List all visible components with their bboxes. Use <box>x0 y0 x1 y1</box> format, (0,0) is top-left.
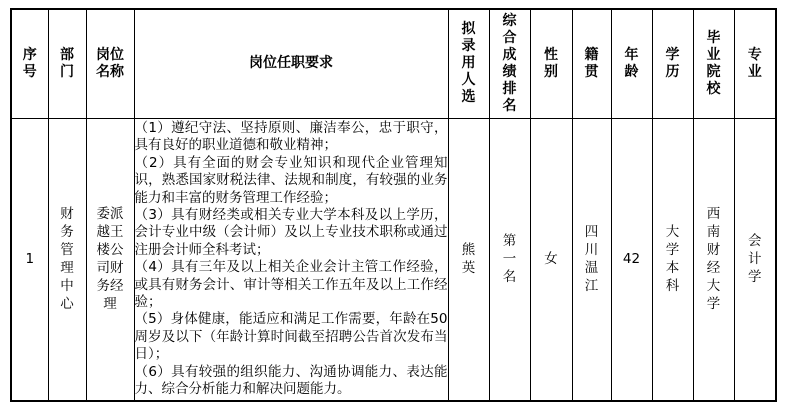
table-row <box>11 118 776 401</box>
table-header <box>11 9 776 118</box>
header-requirements <box>134 9 448 118</box>
recruitment-result-sheet <box>10 8 777 402</box>
cell-major <box>734 118 776 401</box>
requirement-item-4: （4）具有三年及以上相关企业会计主管工作经验，或具有财务会计、审计等相关工作五年及以上工作经验； <box>134 259 448 311</box>
header-seq-label: 序号 <box>22 46 37 80</box>
requirement-item-6: （6）具有较强的组织能力、沟通协调能力、表达能力、综合分析能力和解决问题能力。 <box>134 363 448 398</box>
header-department <box>48 9 86 118</box>
cell-age: 42 <box>611 118 652 401</box>
cell-native-place-text: 四川温江 <box>584 224 599 295</box>
header-position <box>86 9 134 118</box>
header-education <box>652 9 693 118</box>
header-candidate-label: 拟录用人选 <box>461 21 476 106</box>
cell-seq: 1 <box>11 118 48 401</box>
cell-rank <box>489 118 530 401</box>
cell-gender-text: 女 <box>544 251 558 268</box>
cell-requirements <box>134 118 448 401</box>
cell-major-text: 会计学 <box>748 233 762 286</box>
cell-education <box>652 118 693 401</box>
cell-school-text: 西南财经大学 <box>706 206 721 313</box>
header-native-place <box>572 9 611 118</box>
cell-position <box>86 118 134 401</box>
cell-gender <box>530 118 572 401</box>
header-major <box>734 9 776 118</box>
header-gender-label: 性别 <box>543 46 558 80</box>
header-age-label: 年龄 <box>624 46 639 80</box>
cell-candidate-text: 熊英 <box>461 242 476 277</box>
table-body <box>11 118 776 401</box>
header-school-label: 毕业院校 <box>706 29 721 97</box>
cell-native-place <box>572 118 611 401</box>
header-gender <box>530 9 572 118</box>
requirement-item-2: （2）具有全面的财会专业知识和现代企业管理知识，熟悉国家财税法律、法规和制度，有较强的业务能力和丰富的财务管理工作经验； <box>134 154 448 206</box>
cell-school <box>693 118 734 401</box>
header-candidate <box>448 9 489 118</box>
header-rank-label: 综合成绩排名 <box>502 12 517 114</box>
header-major-label: 专业 <box>747 46 762 80</box>
header-age <box>611 9 652 118</box>
cell-department-text: 财务管理中心 <box>60 206 74 313</box>
recruitment-table <box>10 8 777 402</box>
header-education-label: 学历 <box>665 46 680 80</box>
cell-rank-text: 第一名 <box>502 233 517 286</box>
header-school <box>693 9 734 118</box>
header-seq <box>11 9 48 118</box>
cell-candidate <box>448 118 489 401</box>
requirement-item-1: （1）遵纪守法、坚持原则、廉洁奉公，忠于职守，具有良好的职业道德和敬业精神； <box>134 120 448 154</box>
header-native-place-label: 籍贯 <box>584 46 599 80</box>
header-rank <box>489 9 530 118</box>
header-requirements-label: 岗位任职要求 <box>249 55 333 72</box>
cell-department <box>48 118 86 401</box>
cell-position-text: 委派越王楼公司财务经理 <box>96 206 124 313</box>
header-department-label: 部门 <box>59 46 74 80</box>
requirement-item-3: （3）具有财经类或相关专业大学本科及以上学历，会计专业中级（会计师）及以上专业技术职称或通过注册会计师全科考试； <box>134 207 448 258</box>
cell-education-text: 大学本科 <box>665 224 680 295</box>
requirement-item-5: （5）身体健康，能适应和满足工作需要，年龄在50周岁及以下（年龄计算时间截至招聘公告首次发布当日）； <box>134 311 448 363</box>
header-row <box>11 9 776 118</box>
header-position-label: 岗位名称 <box>96 46 124 80</box>
